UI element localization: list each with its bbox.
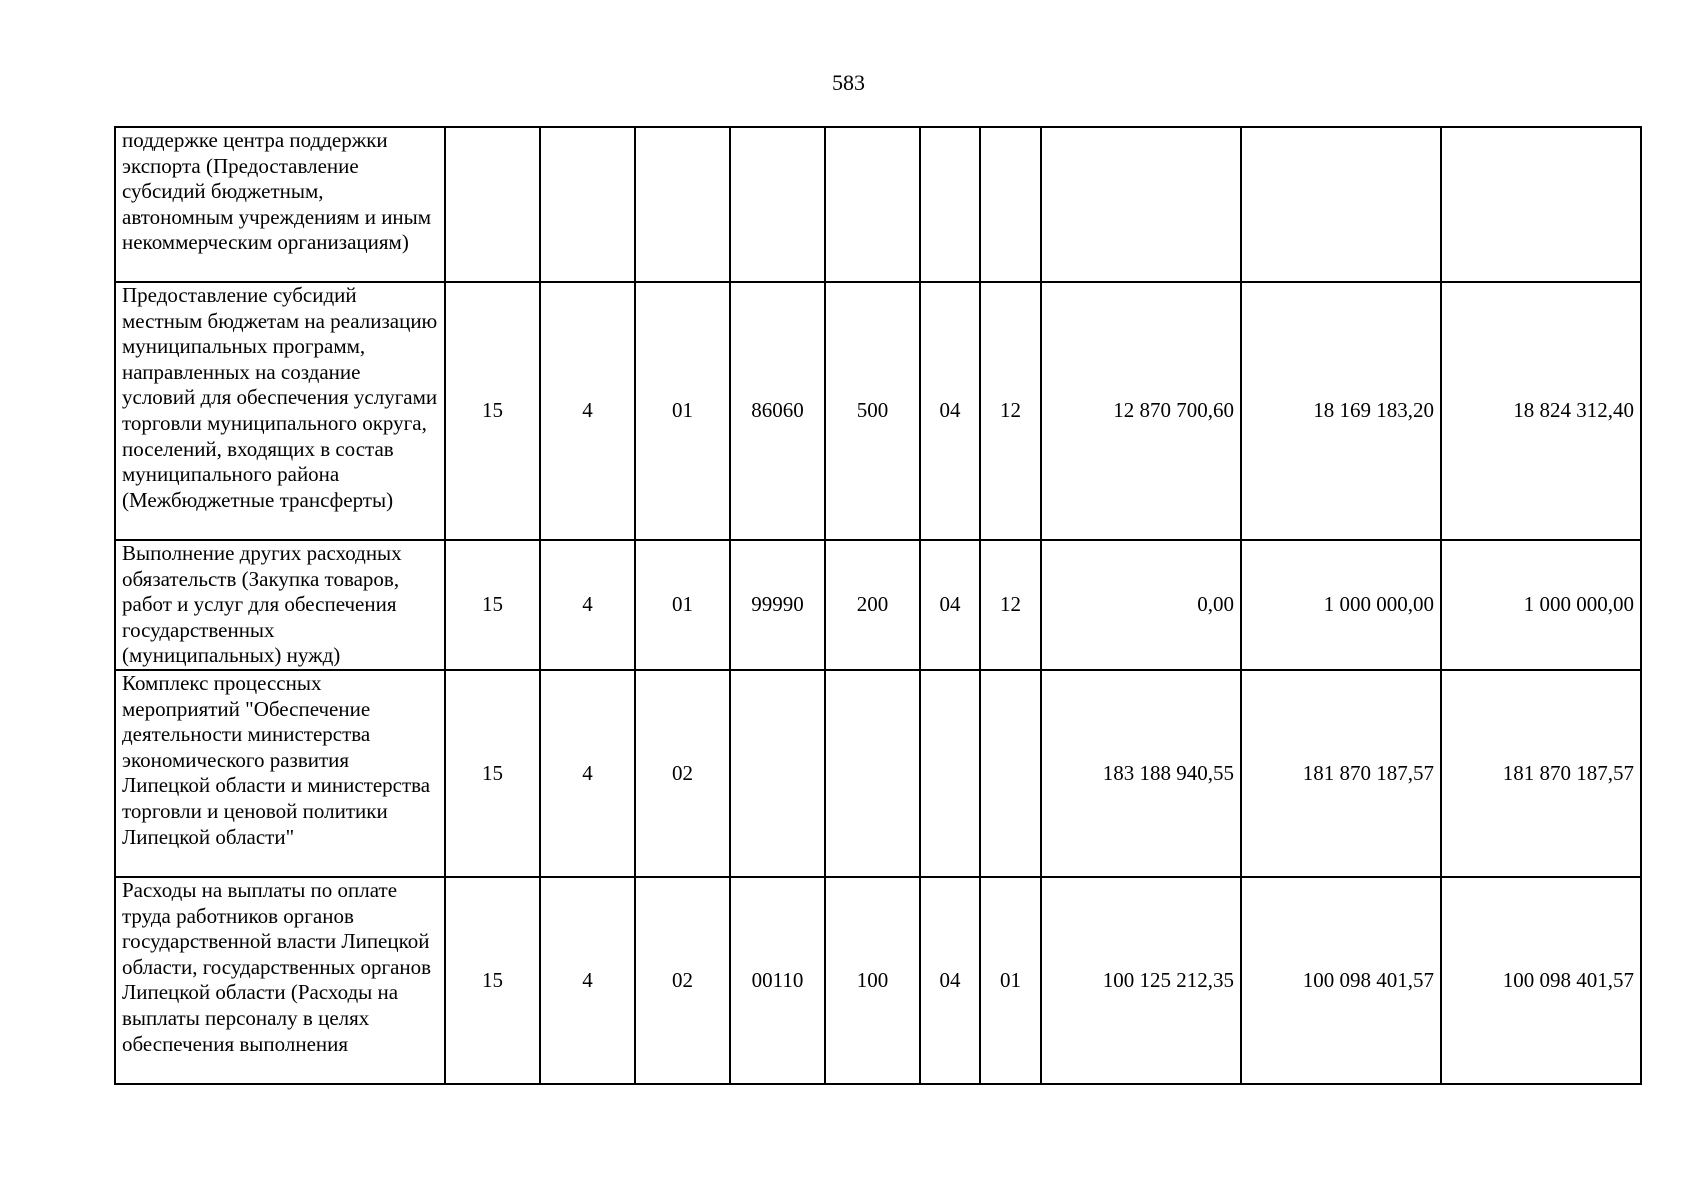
amount-year-1: 183 188 940,55: [1041, 670, 1241, 877]
row-description: Комплекс процессных мероприятий "Обеспечение деятельности министерства экономического развития Липецкой области и министерства торговли и ценовой политики Липецкой области": [115, 670, 445, 877]
event-code: 02: [635, 670, 730, 877]
subprogram-code: 4: [540, 670, 635, 877]
program-code: 15: [445, 540, 540, 670]
amount-year-2: 18 169 183,20: [1241, 282, 1441, 540]
amount-year-2: [1241, 127, 1441, 282]
amount-year-2: 1 000 000,00: [1241, 540, 1441, 670]
amount-year-3: [1441, 127, 1641, 282]
amount-year-1: [1041, 127, 1241, 282]
subsection-code: 12: [980, 282, 1041, 540]
section-code: 04: [920, 540, 980, 670]
row-description: поддержке центра поддержки экспорта (Предоставление субсидий бюджетным, автономным учреждениям и иным некоммерческим организациям): [115, 127, 445, 282]
event-code: 01: [635, 282, 730, 540]
row-description: Выполнение других расходных обязательств (Закупка товаров, работ и услуг для обеспечения государственных (муниципальных) нужд): [115, 540, 445, 670]
section-code: 04: [920, 877, 980, 1084]
expense-type-code: 500: [825, 282, 920, 540]
subsection-code: [980, 670, 1041, 877]
amount-year-3: 100 098 401,57: [1441, 877, 1641, 1084]
table-row: [115, 540, 1641, 670]
program-code: [445, 127, 540, 282]
budget-table: [114, 126, 1642, 1085]
event-code: [635, 127, 730, 282]
section-code: [920, 670, 980, 877]
subprogram-code: 4: [540, 877, 635, 1084]
subprogram-code: 4: [540, 540, 635, 670]
amount-year-3: 18 824 312,40: [1441, 282, 1641, 540]
subsection-code: 01: [980, 877, 1041, 1084]
amount-year-1: 12 870 700,60: [1041, 282, 1241, 540]
amount-year-1: 0,00: [1041, 540, 1241, 670]
section-code: [920, 127, 980, 282]
subprogram-code: 4: [540, 282, 635, 540]
section-code: 04: [920, 282, 980, 540]
amount-year-2: 100 098 401,57: [1241, 877, 1441, 1084]
row-description: Расходы на выплаты по оплате труда работников органов государственной власти Липецкой области, государственных органов Липецкой области (Расходы на выплаты персоналу в целях обеспечения выполнения: [115, 877, 445, 1084]
subsection-code: 12: [980, 540, 1041, 670]
amount-year-3: 181 870 187,57: [1441, 670, 1641, 877]
program-code: 15: [445, 282, 540, 540]
row-description: Предоставление субсидий местным бюджетам на реализацию муниципальных программ, направленных на создание условий для обеспечения услугами торговли муниципального округа, поселений, входящих в состав муниципального района (Межбюджетные трансферты): [115, 282, 445, 540]
page-number: 583: [832, 70, 865, 95]
direction-code: 00110: [730, 877, 825, 1084]
amount-year-2: 181 870 187,57: [1241, 670, 1441, 877]
table-row: [115, 670, 1641, 877]
event-code: 02: [635, 877, 730, 1084]
expense-type-code: 200: [825, 540, 920, 670]
direction-code: 99990: [730, 540, 825, 670]
table-row: [115, 282, 1641, 540]
direction-code: [730, 127, 825, 282]
expense-type-code: [825, 127, 920, 282]
event-code: 01: [635, 540, 730, 670]
subprogram-code: [540, 127, 635, 282]
direction-code: [730, 670, 825, 877]
table-row: [115, 127, 1641, 282]
program-code: 15: [445, 877, 540, 1084]
amount-year-1: 100 125 212,35: [1041, 877, 1241, 1084]
table-row: [115, 877, 1641, 1084]
subsection-code: [980, 127, 1041, 282]
program-code: 15: [445, 670, 540, 877]
expense-type-code: [825, 670, 920, 877]
amount-year-3: 1 000 000,00: [1441, 540, 1641, 670]
expense-type-code: 100: [825, 877, 920, 1084]
direction-code: 86060: [730, 282, 825, 540]
